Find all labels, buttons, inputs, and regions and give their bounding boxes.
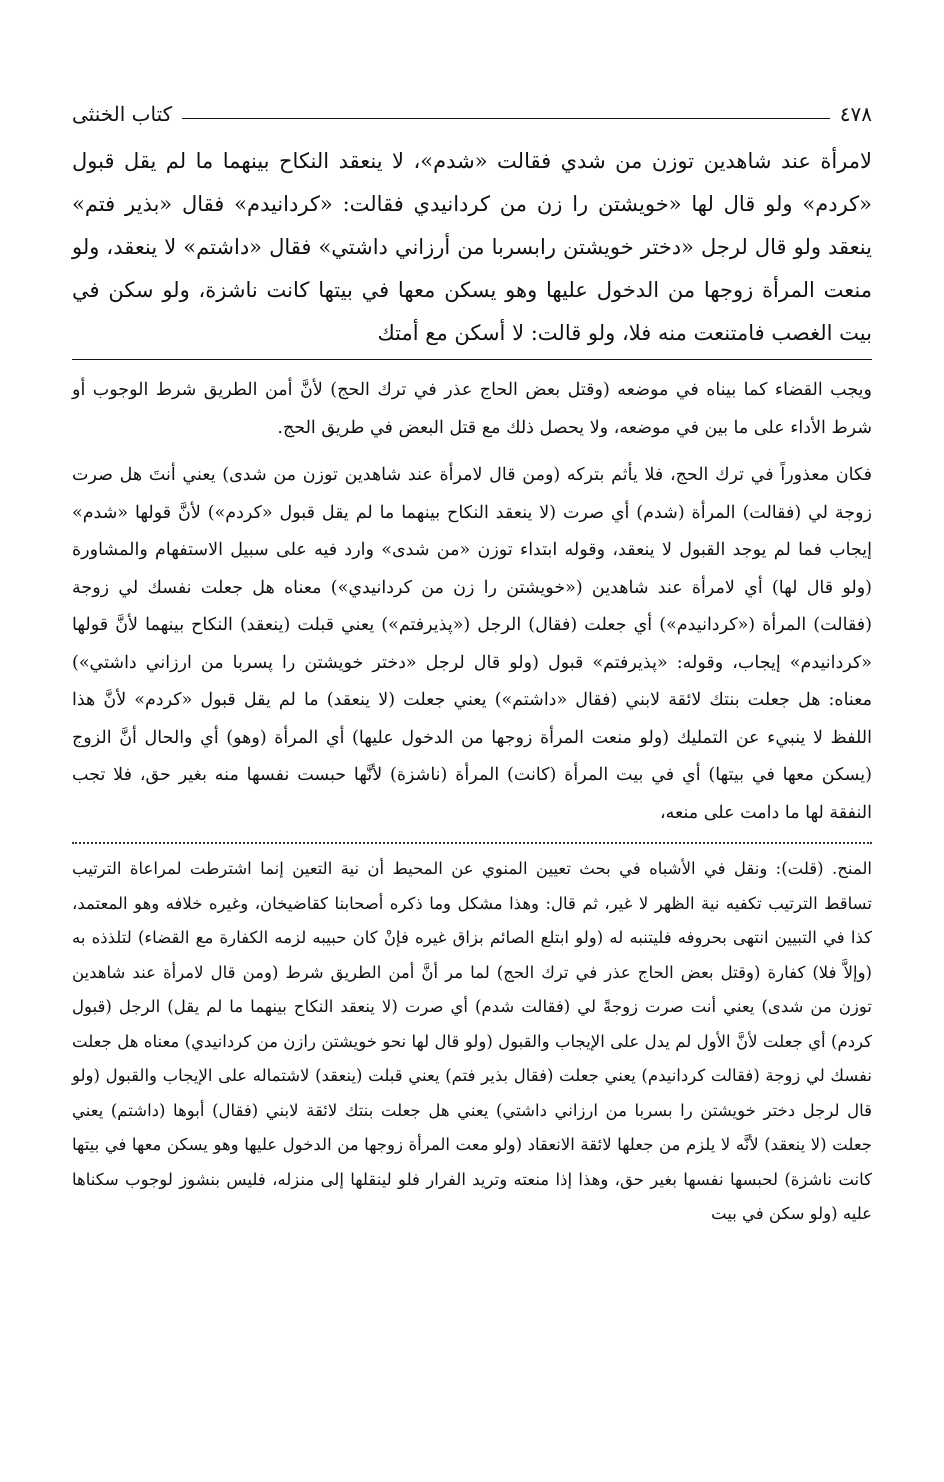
footnote-block xyxy=(72,852,872,1232)
book-title: كتاب الخنثى xyxy=(72,102,173,126)
commentary-paragraph-1: ويجب القضاء كما بيناه في موضعه (وقتل بعض الحاج عذر في ترك الحج) لأنَّ أمن الطريق شرط الوجوب أو شرط الأداء على ما بين في موضعه، ولا يحصل ذلك مع قتل البعض في طريق الحج. xyxy=(72,380,872,438)
page-number: ٤٧٨ xyxy=(839,102,872,126)
dotted-separator xyxy=(72,842,872,844)
page xyxy=(72,96,872,1232)
commentary-paragraph-2: فكان معذوراً في ترك الحج، فلا يأثم بتركه (ومن قال لامرأة عند شاهدين توزن من شدى) يعني أنتَ هل صرت زوجة لي (فقالت) المرأة (شدم) أي صرت (لا ينعقد النكاح بينهما ما لم يقل قبول «كردم») لأنَّ قولها «شدم» إيجاب فما لم يوجد القبول لا ينعقد، وقوله ابتداء توزن «من شدى» وارد فيه على سبيل الاستفهام والمشاورة (ولو قال لها) أي لامرأة عند شاهدين («خويشتن را زن من كردانيدي») معناه هل جعلت نفسك لي زوجة (فقالت) المرأة («كردانيدم») أي جعلت (فقال) الرجل («پذيرفتم») يعني قبلت (ينعقد) النكاح بينهما لأنَّ قولها «كردانيدم» إيجاب، وقوله: «پذيرفتم» قبول (ولو قال لرجل «دختر خويشتن را پسربا من ارزاني داشتي») معناه: هل جعلت بنتك لائقة لابني (فقال «داشتم») يعني جعلت (لا ينعقد) ما لم يقل قبول «كردم» لأنَّ هذا اللفظ لا ينبيء عن التمليك (ولو منعت المرأة زوجها من الدخول عليها) أي المرأة (وهو) أي والحال أنَّ الزوج (يسكن معها في بيتها) أي في بيت المرأة (كانت) المرأة (ناشزة) لأنَّها حبست نفسها منه بغير حق، فلا تجب النفقة لها ما دامت على منعه، xyxy=(72,465,872,823)
main-text: لامرأة عند شاهدين توزن من شدي فقالت «شدم»، لا ينعقد النكاح بينهما ما لم يقل قبول «كردم» ولو قال لها «خويشتن را زن من كردانيدي فقالت: «كردانيدم» فقال «بذير فتم» ينعقد ولو قال لرجل «دختر خويشتن رابسربا من أرزاني داشتي» فقال «داشتم» لا ينعقد، ولو منعت المرأة زوجها من الدخول عليها وهو يسكن معها في بيتها كانت ناشزة، ولو سكن في بيت الغصب فامتنعت منه فلا، ولو قالت: لا أسكن مع أمتك xyxy=(72,149,872,345)
header-rule xyxy=(182,118,830,119)
main-text-block xyxy=(72,140,872,360)
page-header xyxy=(72,96,872,126)
commentary-block xyxy=(72,372,872,832)
footnote-text: المنح. (قلت): ونقل في الأشباه في بحث تعيين المنوي عن المحيط أن نية التعين إنما اشترطت لمراعاة الترتيب تساقط الترتيب تكفيه نية الظهر لا غير، ثم قال: وهذا مشكل وما ذكره أصحابنا كقاضيخان، وغيره خلافه وهو المعتمد، كذا في التبيين انتهى بحروفه فليتنبه له (ولو ابتلع الصائم بزاق غيره فإنْ كان حبيبه لزمه الكفارة مع القضاء) لتلذذه به (وإلاَّ فلا) كفارة (وقتل بعض الحاج عذر في ترك الحج) لما مر أنَّ أمن الطريق شرط (ومن قال لامرأة عند شاهدين توزن من شدى) يعني أنت صرت زوجةً لي (فقالت شدم) أي صرت (لا ينعقد النكاح بينهما ما لم يقل) الرجل (قبول كردم) أي جعلت لأنَّ الأول لم يدل على الإيجاب والقبول (ولو قال لها نحو خويشتن رازن من كردانيدي) معناه هل جعلت نفسك لي زوجة (فقالت كردانيدم) يعني جعلت (فقال بذير فتم) يعني قبلت (ينعقد) لاشتماله على الإيجاب والقبول (ولو قال لرجل دختر خويشتن را بسربا من ارزاني داشتي) يعني هل جعلت بنتك لائقة لابني (فقال) أبوها (داشتم) يعني جعلت (لا ينعقد) لأنَّه لا يلزم من جعلها لائقة الانعقاد (ولو معت المرأة زوجها من الدخول عليها وهو يسكن معها في بيتها كانت ناشزة) لحبسها نفسها بغير حق، وهذا إذا منعته وتريد الفرار فلو لينقلها إلى منزله، فليس بنشوز لوجوب سكناها عليه (ولو سكن في بيت xyxy=(72,859,872,1223)
